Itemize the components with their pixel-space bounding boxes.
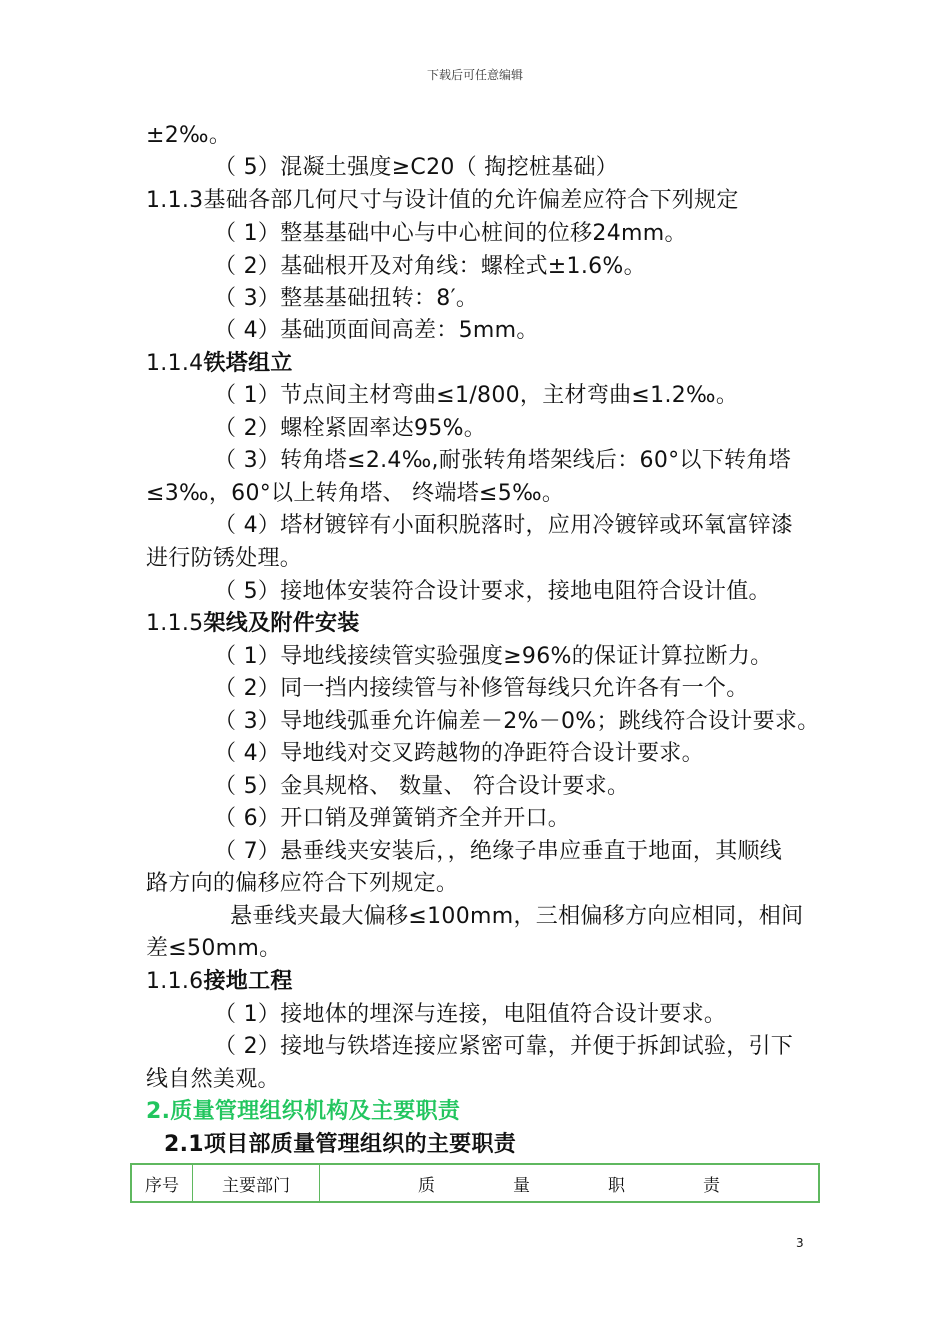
- section-heading: 2.质量管理组织机构及主要职责: [146, 1099, 461, 1124]
- text-line: （ 2）同一挡内接续管与补修管每线只允许各有一个。: [214, 676, 749, 701]
- text-line: （ 4）塔材镀锌有小面积脱落时，应用冷镀锌或环氧富锌漆: [214, 513, 794, 538]
- text-line: 路方向的偏移应符合下列规定。: [146, 871, 459, 896]
- text-line: 线自然美观。: [146, 1067, 280, 1092]
- text-line: （ 6）开口销及弹簧销齐全并开口。: [214, 806, 571, 831]
- text-line: （ 3）导地线弧垂允许偏差－2%－0%；跳线符合设计要求。: [214, 709, 820, 734]
- text-line: （ 7）悬垂线夹安装后，，绝缘子串应垂直于地面，其顺线: [214, 839, 783, 864]
- header-char: 职: [608, 1175, 625, 1196]
- text-line: （ 1）节点间主材弯曲≤1/800，主材弯曲≤1.2‰。: [214, 383, 739, 408]
- text-line: （ 5）混凝土强度≥C20（ 掏挖桩基础）: [214, 155, 619, 180]
- text-line: 进行防锈处理。: [146, 546, 303, 571]
- text-line: 悬垂线夹最大偏移≤100mm，三相偏移方向应相同，相间: [230, 904, 804, 929]
- table-header-row: [131, 1164, 819, 1202]
- header-char: 量: [513, 1175, 530, 1196]
- text-line: （ 5）金具规格、 数量、 符合设计要求。: [214, 774, 630, 799]
- subsection-heading: [146, 349, 293, 379]
- subsection-number: 1.1.6: [146, 969, 204, 994]
- page-header: 下载后可任意编辑: [426, 68, 523, 82]
- text-line: （ 4）基础顶面间高差：5mm。: [214, 318, 539, 343]
- subsection-number: 1.1.4: [146, 351, 204, 376]
- table-header-cell: 序号: [131, 1164, 193, 1202]
- subsection-title: 接地工程: [203, 969, 293, 994]
- text-line: （ 5）接地体安装符合设计要求，接地电阻符合设计值。: [214, 579, 771, 604]
- text-line: 1.1.3基础各部几何尺寸与设计值的允许偏差应符合下列规定: [146, 188, 739, 213]
- responsibility-table: [130, 1163, 820, 1203]
- subsection-number: 1.1.5: [146, 611, 204, 636]
- text-line: （ 2）接地与铁塔连接应紧密可靠，并便于拆卸试验，引下: [214, 1034, 794, 1059]
- text-line: ±2‰。: [146, 123, 232, 148]
- text-line: （ 2）基础根开及对角线：螺栓式±1.6%。: [214, 254, 646, 279]
- text-line: ≤3‰，60°以上转角塔、 终端塔≤5‰。: [146, 481, 565, 506]
- text-line: （ 2）螺栓紧固率达95%。: [214, 416, 487, 441]
- subsection-heading: [146, 609, 360, 639]
- text-line: （ 1）整基基础中心与中心桩间的位移24mm。: [214, 221, 687, 246]
- subsection-heading: 2.1项目部质量管理组织的主要职责: [164, 1132, 517, 1157]
- text-line: （ 1）导地线接续管实验强度≥96%的保证计算拉断力。: [214, 644, 773, 669]
- text-line: （ 3）转角塔≤2.4‰,耐张转角塔架线后：60°以下转角塔: [214, 448, 791, 473]
- text-line: （ 3）整基基础扭转：8′。: [214, 286, 479, 311]
- header-char: 责: [703, 1175, 720, 1196]
- subsection-title: 架线及附件安装: [203, 611, 360, 636]
- subsection-title: 铁塔组立: [203, 351, 293, 376]
- text-line: 差≤50mm。: [146, 936, 282, 961]
- header-char: 质: [418, 1175, 435, 1196]
- table-header-cell: [320, 1164, 820, 1202]
- text-line: （ 4）导地线对交叉跨越物的净距符合设计要求。: [214, 741, 704, 766]
- text-line: （ 1）接地体的埋深与连接，电阻值符合设计要求。: [214, 1002, 727, 1027]
- page-number: 3: [796, 1236, 804, 1250]
- subsection-heading: [146, 967, 293, 997]
- table-header-cell: 主要部门: [193, 1164, 320, 1202]
